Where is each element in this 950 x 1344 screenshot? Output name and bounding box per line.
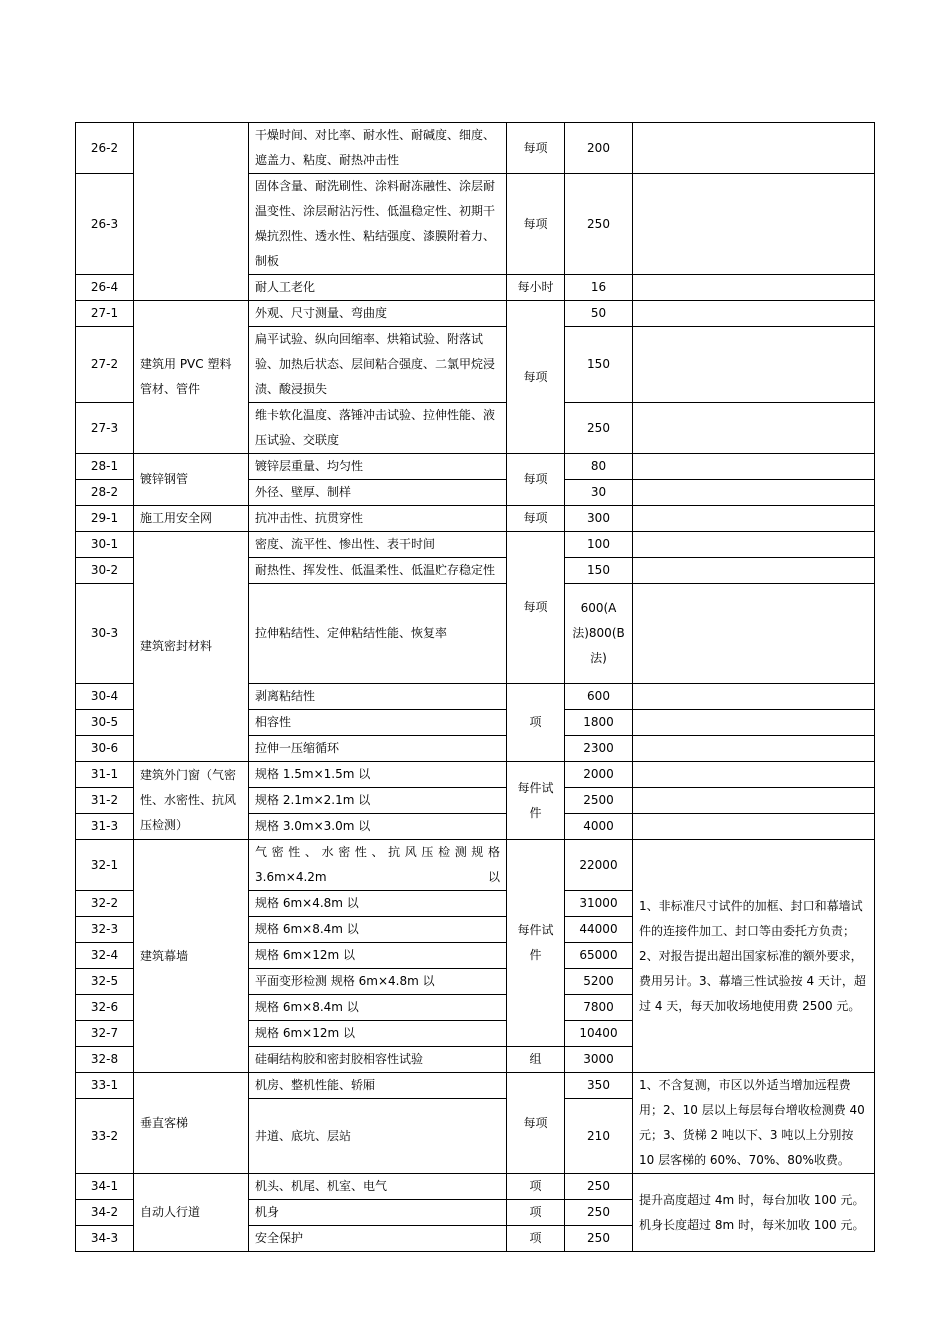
price: 10400 — [565, 1021, 633, 1047]
item-number: 30-2 — [76, 558, 134, 584]
item-number: 29-1 — [76, 506, 134, 532]
price: 350 — [565, 1073, 633, 1099]
price: 50 — [565, 301, 633, 327]
table-row — [76, 1174, 875, 1200]
price: 250 — [565, 1200, 633, 1226]
price: 30 — [565, 480, 633, 506]
item-number: 31-1 — [76, 762, 134, 788]
unit: 每项 — [507, 506, 565, 532]
category-name: 镀锌钢管 — [134, 454, 249, 506]
remark — [633, 403, 875, 454]
test-item: 扁平试验、纵向回缩率、烘箱试验、附落试验、加热后状态、层间粘合强度、二氯甲烷浸渍、酸浸损失 — [249, 327, 507, 403]
item-number: 32-5 — [76, 969, 134, 995]
remark — [633, 584, 875, 684]
remark — [633, 558, 875, 584]
price: 100 — [565, 532, 633, 558]
test-item: 规格 1.5m×1.5m 以 — [249, 762, 507, 788]
test-item: 硅硐结构胶和密封胶相容性试验 — [249, 1047, 507, 1073]
remark — [633, 506, 875, 532]
price: 200 — [565, 123, 633, 174]
unit: 项 — [507, 1174, 565, 1200]
test-item: 机身 — [249, 1200, 507, 1226]
unit: 每件试件 — [507, 840, 565, 1047]
table-row — [76, 506, 875, 532]
table-row — [76, 762, 875, 788]
remark — [633, 454, 875, 480]
test-item: 外径、壁厚、制样 — [249, 480, 507, 506]
test-item: 干燥时间、对比率、耐水性、耐碱度、细度、遮盖力、粘度、耐热冲击性 — [249, 123, 507, 174]
unit: 每小时 — [507, 275, 565, 301]
unit: 每项 — [507, 174, 565, 275]
item-number: 30-3 — [76, 584, 134, 684]
test-item: 机房、整机性能、轿厢 — [249, 1073, 507, 1099]
test-item: 相容性 — [249, 710, 507, 736]
unit: 项 — [507, 684, 565, 762]
price: 300 — [565, 506, 633, 532]
item-number: 32-1 — [76, 840, 134, 891]
price: 250 — [565, 1174, 633, 1200]
table-row — [76, 301, 875, 327]
unit: 每项 — [507, 454, 565, 506]
remark — [633, 814, 875, 840]
price: 150 — [565, 327, 633, 403]
test-item: 剥离粘结性 — [249, 684, 507, 710]
unit: 每项 — [507, 123, 565, 174]
price: 5200 — [565, 969, 633, 995]
item-number: 28-1 — [76, 454, 134, 480]
unit: 项 — [507, 1226, 565, 1252]
test-item: 规格 6m×4.8m 以 — [249, 891, 507, 917]
price: 2500 — [565, 788, 633, 814]
remark — [633, 123, 875, 174]
price: 44000 — [565, 917, 633, 943]
price: 7800 — [565, 995, 633, 1021]
price: 2300 — [565, 736, 633, 762]
item-number: 30-1 — [76, 532, 134, 558]
remark — [633, 532, 875, 558]
item-number: 28-2 — [76, 480, 134, 506]
item-number: 32-4 — [76, 943, 134, 969]
item-number: 32-8 — [76, 1047, 134, 1073]
item-number: 26-3 — [76, 174, 134, 275]
category-name: 建筑密封材料 — [134, 532, 249, 762]
table-row — [76, 840, 875, 891]
test-item: 安全保护 — [249, 1226, 507, 1252]
price: 150 — [565, 558, 633, 584]
remark — [633, 788, 875, 814]
remark — [633, 736, 875, 762]
item-number: 27-3 — [76, 403, 134, 454]
test-item: 井道、底坑、层站 — [249, 1099, 507, 1174]
item-number: 33-1 — [76, 1073, 134, 1099]
category-name: 建筑幕墙 — [134, 840, 249, 1073]
remark — [633, 275, 875, 301]
table-row — [76, 454, 875, 480]
unit: 每项 — [507, 532, 565, 684]
price: 3000 — [565, 1047, 633, 1073]
unit: 每项 — [507, 1073, 565, 1174]
item-number: 27-1 — [76, 301, 134, 327]
test-item: 规格 3.0m×3.0m 以 — [249, 814, 507, 840]
item-number: 33-2 — [76, 1099, 134, 1174]
remark — [633, 762, 875, 788]
item-number: 34-3 — [76, 1226, 134, 1252]
remark — [633, 480, 875, 506]
test-item: 拉伸一压缩循环 — [249, 736, 507, 762]
test-item: 平面变形检测 规格 6m×4.8m 以 — [249, 969, 507, 995]
price: 250 — [565, 174, 633, 275]
item-number: 31-3 — [76, 814, 134, 840]
price: 600(A法)800(B法) — [565, 584, 633, 684]
item-number: 34-1 — [76, 1174, 134, 1200]
price: 4000 — [565, 814, 633, 840]
price: 600 — [565, 684, 633, 710]
test-item: 规格 6m×8.4m 以 — [249, 995, 507, 1021]
test-item: 密度、流平性、惨出性、表干时间 — [249, 532, 507, 558]
test-item: 拉伸粘结性、定伸粘结性能、恢复率 — [249, 584, 507, 684]
price: 210 — [565, 1099, 633, 1174]
test-item: 耐人工老化 — [249, 275, 507, 301]
price: 22000 — [565, 840, 633, 891]
test-item: 规格 6m×8.4m 以 — [249, 917, 507, 943]
remark — [633, 301, 875, 327]
item-number: 27-2 — [76, 327, 134, 403]
unit: 组 — [507, 1047, 565, 1073]
test-item: 外观、尺寸测量、弯曲度 — [249, 301, 507, 327]
item-number: 32-6 — [76, 995, 134, 1021]
price: 16 — [565, 275, 633, 301]
test-item: 抗冲击性、抗贯穿性 — [249, 506, 507, 532]
category-name — [134, 123, 249, 301]
item-number: 32-2 — [76, 891, 134, 917]
price: 250 — [565, 403, 633, 454]
table-row — [76, 1073, 875, 1099]
test-item: 镀锌层重量、均匀性 — [249, 454, 507, 480]
test-item: 固体含量、耐洗刷性、涂料耐冻融性、涂层耐温变性、涂层耐沾污性、低温稳定性、初期干燥抗烈性、透水性、粘结强度、漆膜附着力、制板 — [249, 174, 507, 275]
test-item: 机头、机尾、机室、电气 — [249, 1174, 507, 1200]
item-number: 26-2 — [76, 123, 134, 174]
category-name: 施工用安全网 — [134, 506, 249, 532]
category-name: 垂直客梯 — [134, 1073, 249, 1174]
item-number: 32-7 — [76, 1021, 134, 1047]
test-item: 规格 6m×12m 以 — [249, 1021, 507, 1047]
item-number: 30-4 — [76, 684, 134, 710]
item-number: 31-2 — [76, 788, 134, 814]
remark — [633, 174, 875, 275]
remark: 提升高度超过 4m 时，每台加收 100 元。机身长度超过 8m 时，每米加收 100 元。 — [633, 1174, 875, 1252]
test-item: 耐热性、挥发性、低温柔性、低温贮存稳定性 — [249, 558, 507, 584]
category-name: 自动人行道 — [134, 1174, 249, 1252]
category-name: 建筑用 PVC 塑料管材、管件 — [134, 301, 249, 454]
price: 31000 — [565, 891, 633, 917]
category-name: 建筑外门窗（气密性、水密性、抗风压检测） — [134, 762, 249, 840]
item-number: 32-3 — [76, 917, 134, 943]
item-number: 30-5 — [76, 710, 134, 736]
price: 80 — [565, 454, 633, 480]
remark — [633, 710, 875, 736]
price: 250 — [565, 1226, 633, 1252]
test-item: 规格 6m×12m 以 — [249, 943, 507, 969]
test-item: 维卡软化温度、落锤冲击试验、拉伸性能、液压试验、交联度 — [249, 403, 507, 454]
unit: 每项 — [507, 301, 565, 454]
price: 65000 — [565, 943, 633, 969]
table-row — [76, 532, 875, 558]
remark: 1、不含复测，市区以外适当增加远程费用；2、10 层以上每层每台增收检测费 40 元；3、货梯 2 吨以下、3 吨以上分别按 10 层客梯的 60%、70%、80%收费。 — [633, 1073, 875, 1174]
test-item: 气 密 性 、 水 密 性 、 抗 风 压 检 测 规 格 3.6m×4.2m 以 — [249, 840, 507, 891]
price: 2000 — [565, 762, 633, 788]
remark — [633, 327, 875, 403]
fee-table — [75, 122, 875, 1252]
test-item: 规格 2.1m×2.1m 以 — [249, 788, 507, 814]
unit: 每件试件 — [507, 762, 565, 840]
item-number: 34-2 — [76, 1200, 134, 1226]
remark: 1、非标准尺寸试件的加框、封口和幕墙试件的连接件加工、封口等由委托方负责；2、对报告提出超出国家标准的额外要求，费用另计。3、幕墙三性试验按 4 天计，超过 4 天，每天加收场地使用费 2500 元。 — [633, 840, 875, 1073]
item-number: 26-4 — [76, 275, 134, 301]
item-number: 30-6 — [76, 736, 134, 762]
unit: 项 — [507, 1200, 565, 1226]
remark — [633, 684, 875, 710]
table-row — [76, 123, 875, 174]
price: 1800 — [565, 710, 633, 736]
